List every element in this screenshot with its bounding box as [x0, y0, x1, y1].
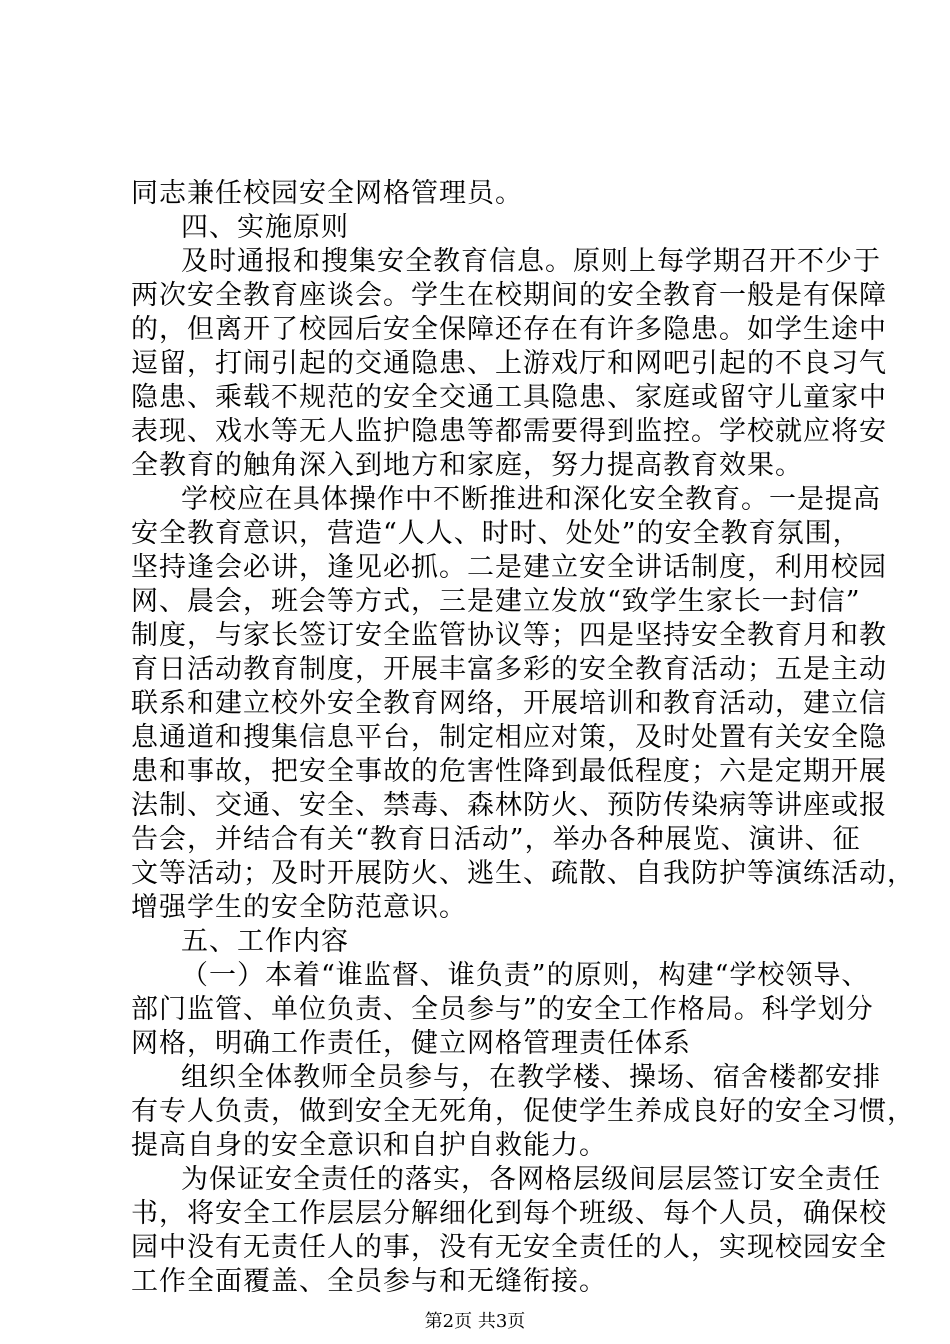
- page-footer: 第2页 共3页: [424, 1311, 526, 1332]
- text-line: 安全教育意识，营造“人人、时时、处处”的安全教育氛围，: [131, 518, 861, 549]
- text-line: （一）本着“谁监督、谁负责”的原则，构建“学校领导、: [181, 960, 870, 991]
- text-line: 及时通报和搜集安全教育信息。原则上每学期召开不少于: [181, 246, 881, 277]
- text-line: 坚持逢会必讲，逢见必抓。二是建立安全讲话制度，利用校园: [131, 552, 887, 583]
- text-line: 隐患、乘载不规范的安全交通工具隐患、家庭或留守儿童家中: [131, 382, 887, 413]
- text-line: 制度，与家长签订安全监管协议等；四是坚持安全教育月和教: [131, 620, 887, 651]
- text-line: 提高自身的安全意识和自护自救能力。: [131, 1130, 607, 1161]
- text-line: 的，但离开了校园后安全保障还存在有许多隐患。如学生途中: [131, 314, 887, 345]
- text-line: 组织全体教师全员参与，在教学楼、操场、宿舍楼都安排: [181, 1062, 881, 1093]
- text-line: 为保证安全责任的落实，各网格层级间层层签订安全责任: [181, 1164, 881, 1195]
- text-line: 增强学生的安全防范意识。: [131, 892, 467, 923]
- section-heading: 四、实施原则: [181, 212, 349, 243]
- text-line: 育日活动教育制度，开展丰富多彩的安全教育活动；五是主动: [131, 654, 887, 685]
- text-line: 两次安全教育座谈会。学生在校期间的安全教育一般是有保障: [131, 280, 887, 311]
- text-line: 文等活动；及时开展防火、逃生、疏散、自我防护等演练活动，: [131, 858, 915, 889]
- text-line: 法制、交通、安全、禁毒、森林防火、预防传染病等讲座或报: [131, 790, 887, 821]
- text-line: 有专人负责，做到安全无死角，促使学生养成良好的安全习惯，: [131, 1096, 915, 1127]
- text-line: 表现、戏水等无人监护隐患等都需要得到监控。学校就应将安: [131, 416, 887, 447]
- text-line: 同志兼任校园安全网格管理员。: [131, 178, 523, 209]
- text-line: 联系和建立校外安全教育网络，开展培训和教育活动，建立信: [131, 688, 887, 719]
- text-line: 告会，并结合有关“教育日活动”，举办各种展览、演讲、征: [131, 824, 861, 855]
- text-line: 全教育的触角深入到地方和家庭，努力提高教育效果。: [131, 450, 803, 481]
- text-line: 患和事故，把安全事故的危害性降到最低程度；六是定期开展: [131, 756, 887, 787]
- text-line: 网、晨会，班会等方式，三是建立发放“致学生家长一封信”: [131, 586, 861, 617]
- section-heading: 五、工作内容: [181, 926, 349, 957]
- text-line: 学校应在具体操作中不断推进和深化安全教育。一是提高: [181, 484, 881, 515]
- text-line: 工作全面覆盖、全员参与和无缝衔接。: [131, 1266, 607, 1297]
- text-line: 部门监管、单位负责、全员参与”的安全工作格局。科学划分: [131, 994, 874, 1025]
- text-line: 逗留，打闹引起的交通隐患、上游戏厅和网吧引起的不良习气: [131, 348, 887, 379]
- text-line: 园中没有无责任人的事，没有无安全责任的人，实现校园安全: [131, 1232, 887, 1263]
- text-line: 书，将安全工作层层分解细化到每个班级、每个人员，确保校: [131, 1198, 887, 1229]
- text-line: 息通道和搜集信息平台，制定相应对策，及时处置有关安全隐: [131, 722, 887, 753]
- text-line: 网格，明确工作责任，健立网格管理责任体系: [131, 1028, 691, 1059]
